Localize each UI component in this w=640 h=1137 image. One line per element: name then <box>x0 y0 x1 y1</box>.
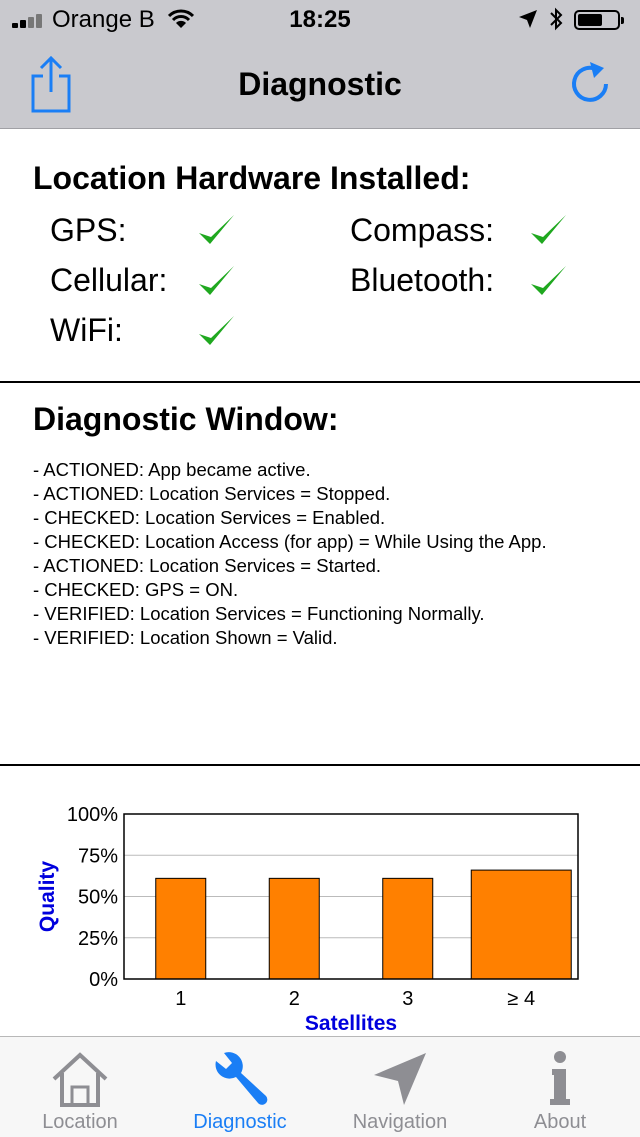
hardware-compass-label: Compass: <box>350 212 495 248</box>
carrier-name: Orange B <box>52 6 155 33</box>
status-bar <box>0 0 640 40</box>
y-tick-label: 25% <box>77 927 118 950</box>
x-axis-label: Satellites <box>304 1012 398 1035</box>
hardware-wifi-label: WiFi: <box>50 312 123 348</box>
bar <box>471 870 571 979</box>
checkmark-icon <box>196 262 236 302</box>
log-entry: - ACTIONED: App became active. <box>33 459 311 480</box>
bar <box>383 878 433 979</box>
bar <box>269 878 319 979</box>
checkmark-icon <box>196 312 236 352</box>
status-time: 18:25 <box>289 6 351 33</box>
navigation-bar <box>0 40 640 129</box>
bar <box>156 878 206 979</box>
y-tick-label: 100% <box>66 804 118 826</box>
log-entry: - CHECKED: GPS = ON. <box>33 579 239 600</box>
hardware-bluetooth-label: Bluetooth: <box>350 262 495 298</box>
house-icon <box>50 1049 110 1109</box>
y-tick-label: 0% <box>89 969 118 991</box>
tab-label: Location <box>42 1111 118 1133</box>
page-title: Diagnostic <box>238 66 402 102</box>
refresh-icon[interactable] <box>566 60 614 108</box>
tab-about[interactable] <box>480 1037 640 1137</box>
tab-navigation[interactable] <box>320 1037 480 1137</box>
section-divider <box>0 764 640 766</box>
wrench-icon <box>210 1049 270 1109</box>
diagnostic-log <box>33 458 603 650</box>
log-entry: - CHECKED: Location Access (for app) = While Using the App. <box>33 531 547 552</box>
log-entry: - ACTIONED: Location Services = Stopped. <box>33 483 391 504</box>
tab-label: Navigation <box>352 1111 448 1133</box>
x-tick-label: 2 <box>288 988 300 1010</box>
section-divider <box>0 381 640 383</box>
log-entry: - VERIFIED: Location Shown = Valid. <box>33 627 338 648</box>
y-axis-label: Quality <box>36 860 59 933</box>
diagnostic-section-title: Diagnostic Window: <box>33 401 339 437</box>
tab-diagnostic[interactable] <box>160 1037 320 1137</box>
location-arrow-icon <box>518 9 538 29</box>
tab-label: Diagnostic <box>193 1111 287 1133</box>
checkmark-icon <box>528 211 568 251</box>
tab-location[interactable] <box>0 1037 160 1137</box>
y-tick-label: 50% <box>77 886 118 909</box>
log-entry: - ACTIONED: Location Services = Started. <box>33 555 382 576</box>
info-icon <box>530 1049 590 1109</box>
battery-icon <box>574 10 620 30</box>
log-entry: - CHECKED: Location Services = Enabled. <box>33 507 386 528</box>
tab-label: About <box>533 1111 587 1133</box>
x-tick-label: 1 <box>175 988 187 1010</box>
x-tick-label: 3 <box>402 988 414 1010</box>
hardware-cellular-label: Cellular: <box>50 262 168 298</box>
satellite-quality-chart <box>0 790 640 1035</box>
x-tick-label: ≥ 4 <box>507 988 536 1010</box>
tab-bar <box>0 1036 640 1137</box>
log-entry: - VERIFIED: Location Services = Functioning Normally. <box>33 603 485 624</box>
hardware-section-title: Location Hardware Installed: <box>33 160 471 196</box>
navigation-arrow-icon <box>370 1049 430 1109</box>
hardware-gps-label: GPS: <box>50 212 127 248</box>
bluetooth-icon <box>548 7 564 31</box>
checkmark-icon <box>196 211 236 251</box>
y-tick-label: 75% <box>77 845 118 868</box>
checkmark-icon <box>528 262 568 302</box>
